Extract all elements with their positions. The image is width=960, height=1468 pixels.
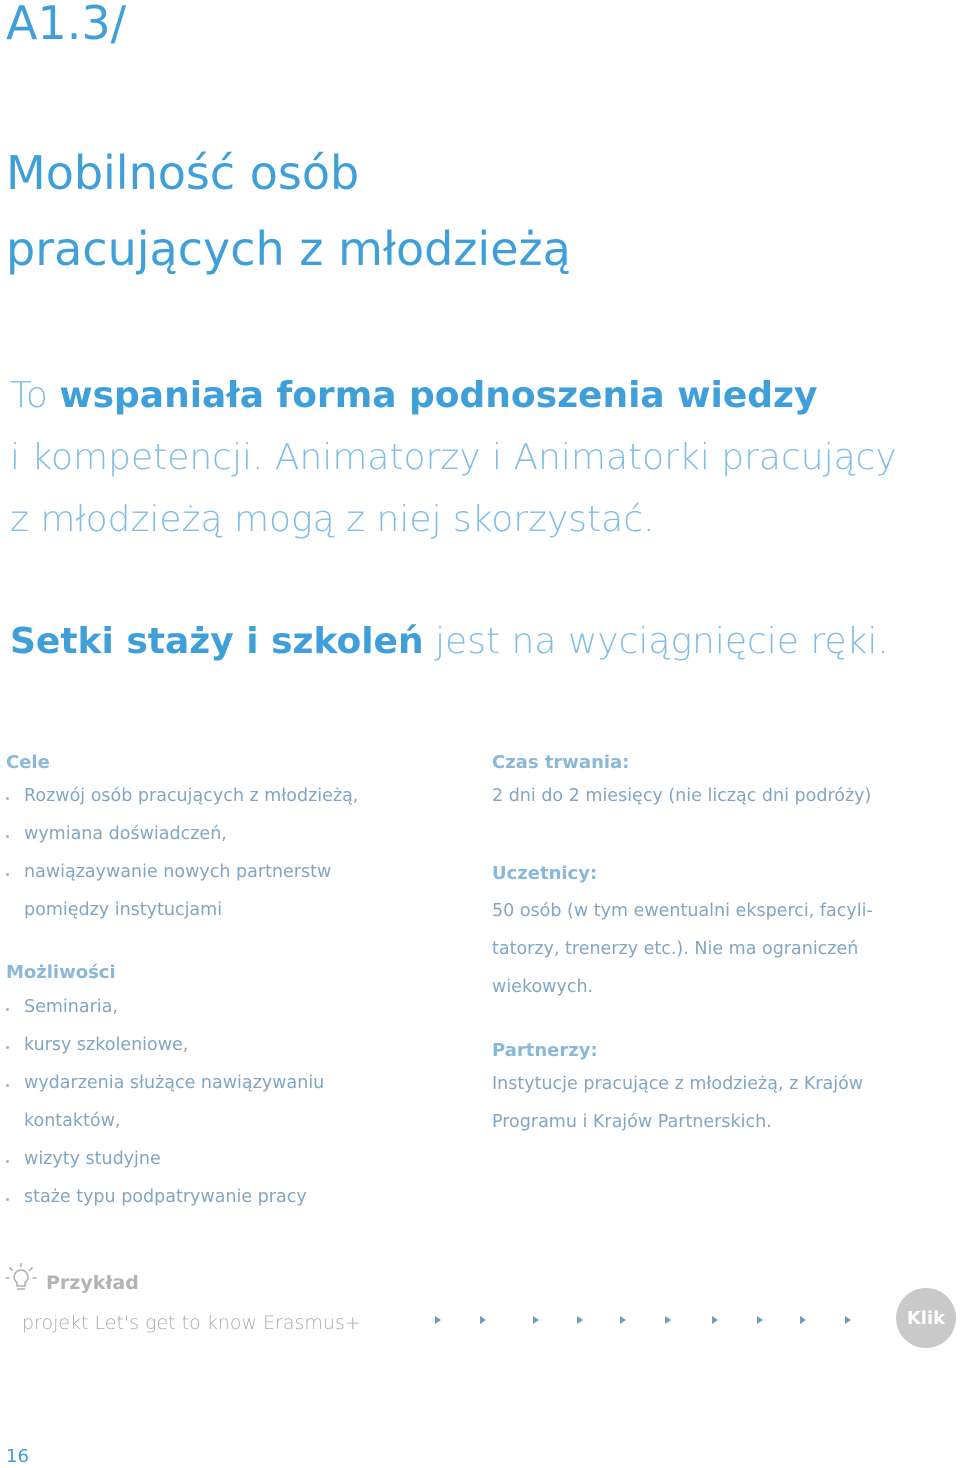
intro-line-1-plain: To bbox=[10, 375, 60, 416]
arrow-icon bbox=[620, 1316, 626, 1324]
arrow-icon bbox=[435, 1316, 441, 1324]
klik-button[interactable]: Klik bbox=[896, 1288, 956, 1348]
intro-line-4-emphasis: Setki staży i szkoleń bbox=[10, 621, 424, 662]
bullet bbox=[6, 1008, 9, 1011]
arrow-icon bbox=[757, 1316, 763, 1324]
cele-item: wymiana doświadczeń, bbox=[24, 824, 227, 844]
uczestnicy-line: wiekowych. bbox=[492, 977, 594, 997]
cele-item: nawiązaywanie nowych partnerstw bbox=[24, 862, 332, 882]
arrow-icon bbox=[665, 1316, 671, 1324]
intro-line-3: z młodzieżą mogą z niej skorzystać. bbox=[10, 499, 655, 540]
intro-line-4-plain: jest na wyciągnięcie ręki. bbox=[423, 621, 889, 662]
uczestnicy-heading: Uczetnicy: bbox=[492, 863, 598, 884]
example-heading: Przykład bbox=[46, 1272, 139, 1294]
czas-heading: Czas trwania: bbox=[492, 752, 630, 773]
mozliwosci-item: staże typu podpatrywanie pracy bbox=[24, 1187, 307, 1207]
mozliwosci-item: wizyty studyjne bbox=[24, 1149, 161, 1169]
lightbulb-icon bbox=[4, 1262, 38, 1296]
bullet bbox=[6, 1046, 9, 1049]
arrow-icon bbox=[577, 1316, 583, 1324]
cele-item-continued: pomiędzy instytucjami bbox=[24, 900, 223, 920]
page-title-line-1: Mobilność osób bbox=[6, 146, 360, 200]
partnerzy-heading: Partnerzy: bbox=[492, 1040, 598, 1061]
intro-line-4 bbox=[10, 621, 889, 662]
czas-text: 2 dni do 2 miesięcy (nie licząc dni podróży) bbox=[492, 786, 872, 806]
cele-item: Rozwój osób pracujących z młodzieżą, bbox=[24, 786, 359, 806]
arrow-icon bbox=[845, 1316, 851, 1324]
uczestnicy-line: 50 osób (w tym ewentualni eksperci, facyli- bbox=[492, 901, 873, 921]
mozliwosci-item: wydarzenia służące nawiązywaniu bbox=[24, 1073, 325, 1093]
intro-line-1 bbox=[10, 375, 818, 416]
mozliwosci-item: Seminaria, bbox=[24, 997, 118, 1017]
bullet bbox=[6, 1084, 9, 1087]
mozliwosci-item: kursy szkoleniowe, bbox=[24, 1035, 189, 1055]
bullet bbox=[6, 1160, 9, 1163]
bullet bbox=[6, 797, 9, 800]
mozliwosci-item-continued: kontaktów, bbox=[24, 1111, 121, 1131]
intro-line-2: i kompetencji. Animatorzy i Animatorki pracujący bbox=[10, 437, 897, 478]
uczestnicy-line: tatorzy, trenerzy etc.). Nie ma ograniczeń bbox=[492, 939, 859, 959]
cele-heading: Cele bbox=[6, 752, 50, 773]
partnerzy-line: Instytucje pracujące z młodzieżą, z Krajów bbox=[492, 1074, 864, 1094]
section-code: A1.3/ bbox=[6, 0, 127, 50]
arrow-icon bbox=[800, 1316, 806, 1324]
example-link-text[interactable]: projekt Let's get to know Erasmus+ bbox=[22, 1312, 361, 1334]
bullet bbox=[6, 1198, 9, 1201]
page-title-line-2: pracujących z młodzieżą bbox=[6, 222, 571, 276]
bullet bbox=[6, 873, 9, 876]
partnerzy-line: Programu i Krajów Partnerskich. bbox=[492, 1112, 772, 1132]
arrow-icon bbox=[533, 1316, 539, 1324]
intro-line-1-emphasis: wspaniała forma podnoszenia wiedzy bbox=[59, 375, 818, 416]
arrow-icon bbox=[480, 1316, 486, 1324]
bullet bbox=[6, 835, 9, 838]
mozliwosci-heading: Możliwości bbox=[6, 962, 116, 983]
page-number: 16 bbox=[6, 1446, 29, 1467]
arrow-icon bbox=[712, 1316, 718, 1324]
